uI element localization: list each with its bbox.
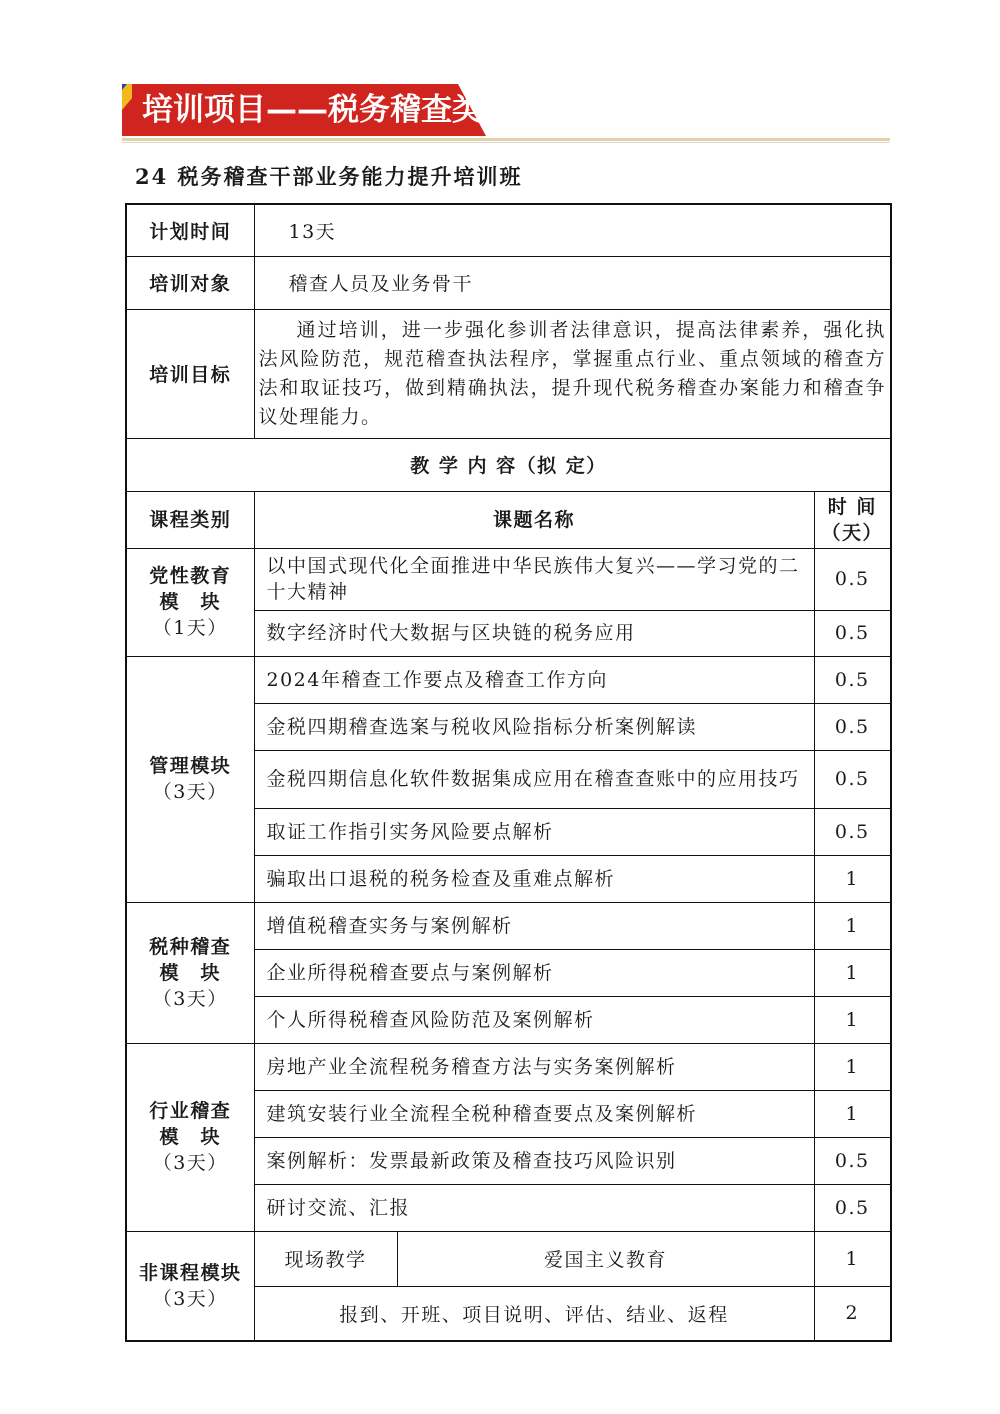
module-days: （3天）	[152, 1152, 228, 1174]
days-cell: 1	[814, 855, 891, 902]
plan-time-label: 计划时间	[126, 204, 254, 256]
topic-cell: 个人所得税稽查风险防范及案例解析	[254, 996, 814, 1043]
col-time-header	[814, 491, 891, 548]
col-time-line2: （天）	[821, 521, 884, 544]
header-banner	[122, 84, 490, 136]
goal-row	[126, 309, 891, 438]
days-cell: 1	[814, 949, 891, 996]
module-cell-party	[126, 548, 254, 656]
col-category-header: 课程类别	[126, 491, 254, 548]
topic-cell: 金税四期信息化软件数据集成应用在稽查查账中的应用技巧	[254, 750, 814, 808]
days-cell: 0.5	[814, 1184, 891, 1231]
days-cell: 0.5	[814, 656, 891, 703]
module-days: （3天）	[152, 987, 228, 1010]
module-name-sub: 模 块	[159, 1126, 221, 1148]
section-title: 教 学 内 容（拟 定）	[126, 438, 891, 491]
topic-cell: 以中国式现代化全面推进中华民族伟大复兴——学习党的二十大精神	[254, 548, 814, 610]
topic-cell: 建筑安装行业全流程全税种稽查要点及案例解析	[254, 1090, 814, 1137]
days-cell: 0.5	[814, 703, 891, 750]
module-cell-industry	[126, 1043, 254, 1231]
topic-cell: 案例解析：发票最新政策及稽查技巧风险识别	[254, 1137, 814, 1184]
module-name-sub: 模 块	[159, 961, 221, 984]
column-header-row	[126, 491, 891, 548]
goal-label: 培训目标	[126, 309, 254, 438]
banner-title: 培训项目——税务稽查类	[142, 92, 483, 128]
module-cell-tax-type	[126, 902, 254, 1043]
days-cell: 1	[814, 902, 891, 949]
site-teaching-topic: 爱国主义教育	[397, 1231, 814, 1286]
goal-value: 通过培训，进一步强化参训者法律意识，提高法律素养，强化执法风险防范，规范稽查执法程序，掌握重点行业、重点领域的稽查方法和取证技巧，做到精确执法，提升现代税务稽查办案能力和稽查争议处理能力。	[254, 309, 891, 438]
target-value: 稽查人员及业务骨干	[254, 256, 891, 309]
target-label: 培训对象	[126, 256, 254, 309]
topic-cell: 骗取出口退税的税务检查及重难点解析	[254, 855, 814, 902]
topic-cell: 金税四期稽查选案与税收风险指标分析案例解读	[254, 703, 814, 750]
col-topic-header: 课题名称	[254, 491, 814, 548]
module-name: 非课程模块	[138, 1261, 242, 1284]
module-cell-management	[126, 656, 254, 902]
target-row	[126, 256, 891, 309]
topic-cell: 取证工作指引实务风险要点解析	[254, 808, 814, 855]
topic-cell: 企业所得税稽查要点与案例解析	[254, 949, 814, 996]
topic-cell: 房地产业全流程税务稽查方法与实务案例解析	[254, 1043, 814, 1090]
misc-topic: 报到、开班、项目说明、评估、结业、返程	[254, 1286, 814, 1341]
module-cell-non-course	[126, 1231, 254, 1341]
days-cell: 1	[814, 1043, 891, 1090]
days-cell: 1	[814, 1231, 891, 1286]
table-row	[126, 902, 891, 949]
days-cell: 0.5	[814, 610, 891, 656]
plan-time-value: 13天	[254, 204, 891, 256]
module-name: 党性教育	[149, 565, 232, 587]
plan-time-row	[126, 204, 891, 256]
module-days: （3天）	[152, 781, 228, 803]
header-divider	[122, 138, 890, 141]
days-cell: 0.5	[814, 548, 891, 610]
module-days: （1天）	[152, 617, 228, 639]
days-cell: 1	[814, 996, 891, 1043]
topic-cell: 2024年稽查工作要点及稽查工作方向	[254, 656, 814, 703]
module-name: 行业稽查	[149, 1100, 232, 1122]
module-name: 税种稽查	[149, 935, 232, 958]
table-row	[126, 1043, 891, 1090]
topic-cell: 研讨交流、汇报	[254, 1184, 814, 1231]
days-cell: 2	[814, 1286, 891, 1341]
module-days: （3天）	[152, 1287, 228, 1310]
course-table	[125, 203, 892, 1342]
days-cell: 0.5	[814, 808, 891, 855]
course-title: 24 税务稽查干部业务能力提升培训班	[135, 164, 523, 189]
topic-cell: 数字经济时代大数据与区块链的税务应用	[254, 610, 814, 656]
table-row	[126, 1231, 891, 1286]
site-teaching-label: 现场教学	[254, 1231, 397, 1286]
module-name-sub: 模 块	[159, 591, 221, 613]
header-divider-thin	[122, 142, 890, 143]
module-name: 管理模块	[149, 755, 232, 777]
days-cell: 0.5	[814, 1137, 891, 1184]
section-row	[126, 438, 891, 491]
table-row	[126, 548, 891, 610]
days-cell: 1	[814, 1090, 891, 1137]
topic-cell: 增值税稽查实务与案例解析	[254, 902, 814, 949]
days-cell: 0.5	[814, 750, 891, 808]
table-row	[126, 656, 891, 703]
col-time-line1: 时 间	[827, 495, 877, 518]
